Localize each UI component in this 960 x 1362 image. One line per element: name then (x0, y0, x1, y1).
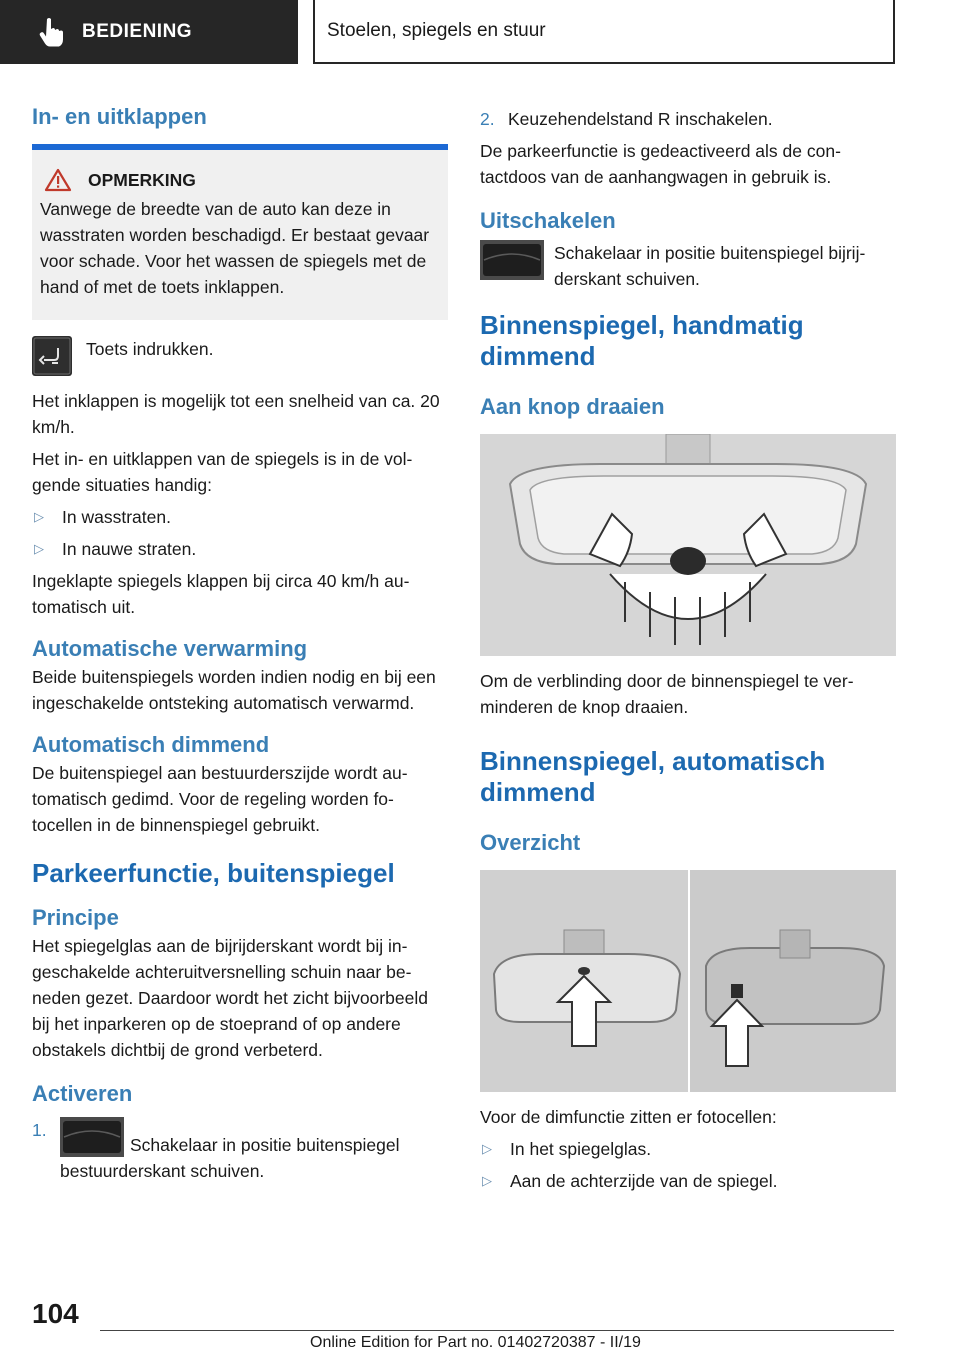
footer-rule (100, 1330, 894, 1331)
bullet-list (480, 1136, 896, 1194)
fold-mirror-button-icon (32, 336, 72, 376)
heading-auto-dim: Automatisch dimmend (32, 732, 270, 757)
heading-park: Parkeerfunctie, buitenspiegel (32, 858, 395, 888)
triangle-bullet-icon: ▷ (34, 541, 44, 556)
edition-text: Online Edition for Part no. 01402720387 - II/19 (310, 1334, 641, 1351)
heading-principle: Principe (32, 905, 119, 930)
off-text: Schakelaar in positie buitenspiegel bijrijderskant schuiven. (554, 243, 866, 289)
triangle-bullet-icon: ▷ (482, 1141, 492, 1156)
heading-knob: Aan knop draaien (480, 394, 665, 419)
heading-activate: Activeren (32, 1081, 133, 1106)
mirror-switch-icon (60, 1117, 124, 1157)
paragraph-cells: Voor de dimfunctie zitten er fotocellen: (480, 1107, 777, 1127)
triangle-bullet-icon: ▷ (482, 1173, 492, 1188)
list-item: ▷ Aan de achterzijde van de spiegel. (480, 1168, 896, 1194)
note-box (32, 150, 448, 320)
list-item: ▷ In het spiegelglas. (480, 1136, 896, 1162)
paragraph-auto-out: Ingeklapte spiegels klappen bij circa 40 km/h automatisch uit. (32, 571, 410, 617)
paragraph-deactivated: De parkeerfunctie is gedeactiveerd als de contactdoos van de aanhangwagen in gebruik is. (480, 141, 841, 187)
warning-icon (44, 168, 72, 192)
bullet-list (32, 504, 448, 562)
mirror-knob-figure (480, 434, 896, 656)
chapter-title: Stoelen, spiegels en stuur (313, 0, 895, 64)
heading-overview: Overzicht (480, 830, 581, 855)
heading-off: Uitschakelen (480, 208, 616, 233)
paragraph-speed: Het inklappen is mogelijk tot een snelheid van ca. 20 km/h. (32, 391, 440, 437)
paragraph-heating: Beide buitenspiegels worden indien nodig en bij een ingeschakelde ontsteking automatisch verwarmd. (32, 667, 436, 713)
heading-auto-dim-mirror: Binnenspiegel, automatisch dimmend (480, 746, 826, 807)
note-title: OPMERKING (88, 169, 196, 190)
heading-manual-dim: Binnenspiegel, handmatig dimmend (480, 310, 804, 371)
step-2: 2. Keuzehendelstand R inschakelen. (480, 109, 773, 129)
hand-pointer-icon (38, 17, 64, 47)
paragraph-handy: Het in- en uitklappen van de spiegels is in de volgende situaties handig: (32, 449, 413, 495)
heading-heating: Automatische verwarming (32, 636, 308, 661)
triangle-bullet-icon: ▷ (34, 509, 44, 524)
list-item: ▷ In nauwe straten. (32, 536, 448, 562)
note-text: Vanwege de breedte van de auto kan deze in wasstraten worden beschadigd. Er bestaat gevaar voor schade. Voor het wassen de spiegels met de hand of met de toets inklappen. (40, 199, 430, 297)
left-column (32, 92, 448, 1184)
right-column (480, 92, 896, 1194)
step-1: 1. Schakelaar in positie buitenspiegel bestuurderskant schuiven. (32, 1117, 448, 1184)
heading-fold: In- en uitklappen (32, 104, 207, 129)
paragraph-auto-dim: De buitenspiegel aan bestuurderszijde wordt automatisch gedimd. Voor de regeling worden fotocellen in de binnenspiegel gebruikt. (32, 763, 408, 835)
paragraph-principle: Het spiegelglas aan de bijrijderskant wordt bij ingeschakelde achteruitversnelling schuin naar beneden gezet. Daardoor wordt het zicht bijvoorbeeld bij het inparkeren op de stoeprand of op andere obstakels dichtbij de grond verbeterd. (32, 936, 428, 1060)
page-number: 104 (32, 1298, 79, 1329)
press-key-text: Toets indrukken. (86, 339, 214, 359)
section-label: BEDIENING (82, 21, 193, 42)
mirror-switch-icon (480, 240, 544, 280)
section-tab (0, 0, 298, 64)
photocell-figure (480, 870, 896, 1092)
paragraph-knob: Om de verblinding door de binnenspiegel te verminderen de knop draaien. (480, 671, 854, 717)
list-item: ▷ In wasstraten. (32, 504, 448, 530)
